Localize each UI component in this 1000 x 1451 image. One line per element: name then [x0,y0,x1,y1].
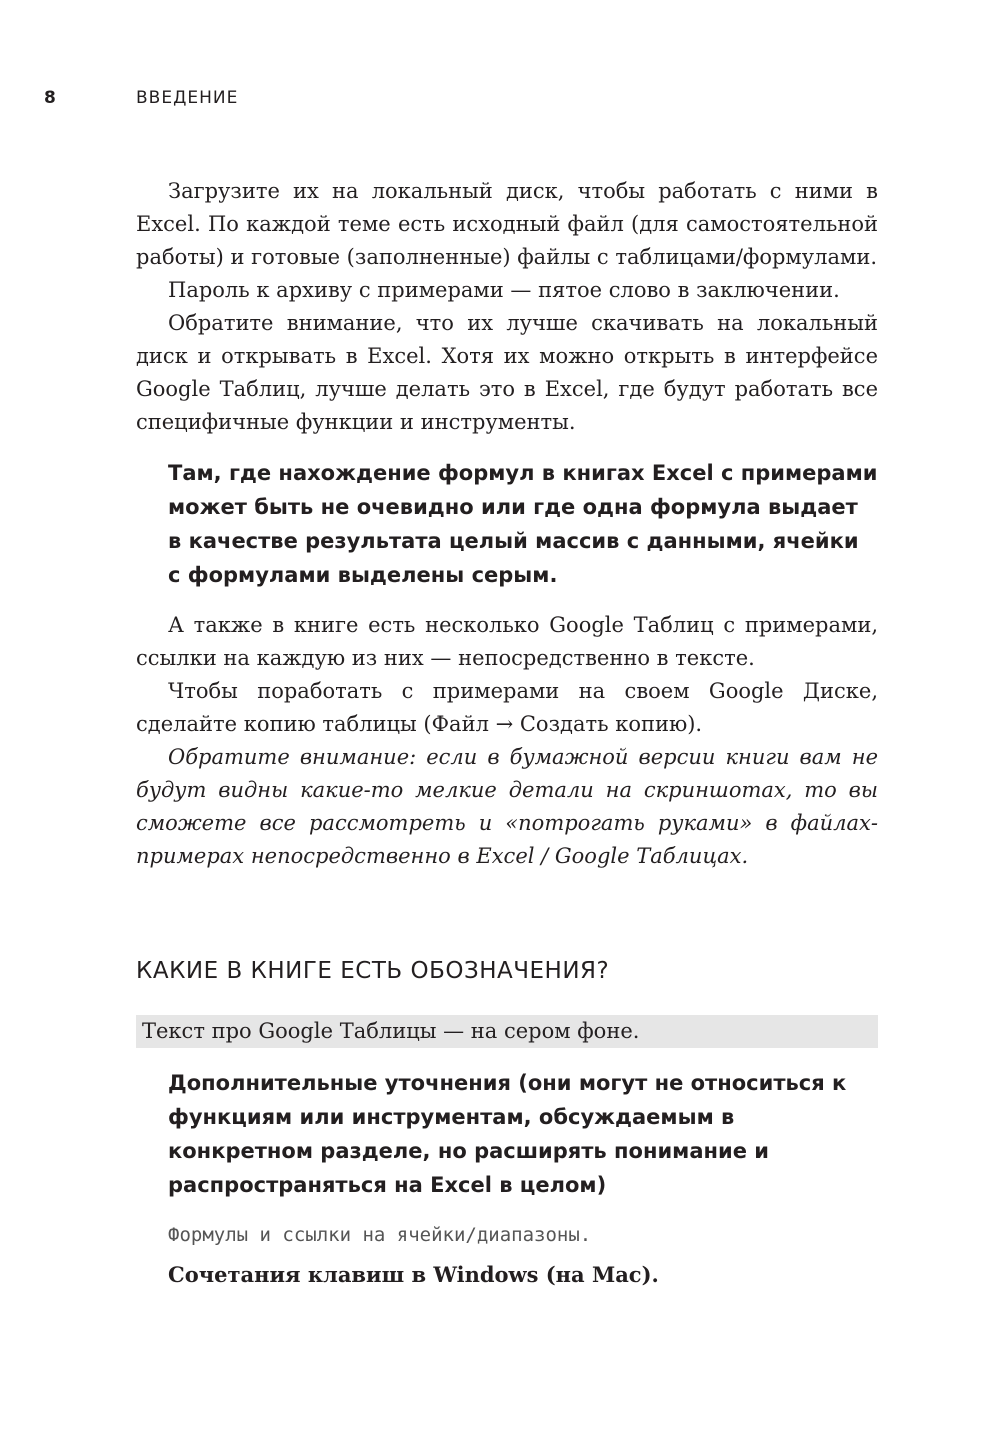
gray-background-sample: Текст про Google Таблицы — на сером фоне. [136,1015,878,1048]
section-title: КАКИЕ В КНИГЕ ЕСТЬ ОБОЗНАЧЕНИЯ? [136,958,610,984]
page-number: 8 [44,88,57,108]
paragraph-password: Пароль к архиву с примерами — пятое слово в заключении. [168,278,840,302]
paragraph-google-sheets: А также в книге есть несколько Google Таблиц с примерами, ссылки на каждую из них — непосредственно в тексте. [136,613,878,670]
monospace-sample: Формулы и ссылки на ячейки/диапазоны. [168,1224,592,1246]
running-header [44,88,238,108]
section-name: ВВЕДЕНИЕ [136,88,239,108]
paragraph-excel-note: Обратите внимание, что их лучше скачивать на локальный диск и открывать в Excel. Хотя их можно открыть в интерфейсе Google Таблиц, лучше делать это в Excel, где будут работать все специфичные функции и инструменты. [136,311,878,434]
bold-note-formulas: Там, где нахождение формул в книгах Excel с примерами может быть не очевидно или где одна формула выдает в качестве результата целый массив с данными, ячейки с формулами выделены серым. [168,461,878,587]
bold-note-additional: Дополнительные уточнения (они могут не относиться к функциям или инструментам, обсуждаемым в конкретном разделе, но расширять понимание и распространяться на Excel в целом) [168,1071,847,1197]
italic-note: Обратите внимание: если в бумажной версии книги вам не будут видны какие-то мелкие детали на скриншотах, то вы сможете все рассмотреть и «потрогать руками» в файлах-примерах непосредственно в Excel / Google Таблицах. [136,745,878,868]
paragraph-copy-table: Чтобы поработать с примерами на своем Google Диске, сделайте копию таблицы (Файл → Создать копию). [136,679,878,736]
paragraph-download: Загрузите их на локальный диск, чтобы работать с ними в Excel. По каждой теме есть исходный файл (для самостоятельной работы) и готовые (заполненные) файлы с таблицами/формулами. [136,179,878,269]
shortcut-sample: Сочетания клавиш в Windows (на Mac). [168,1262,659,1287]
page-content [136,175,878,1291]
